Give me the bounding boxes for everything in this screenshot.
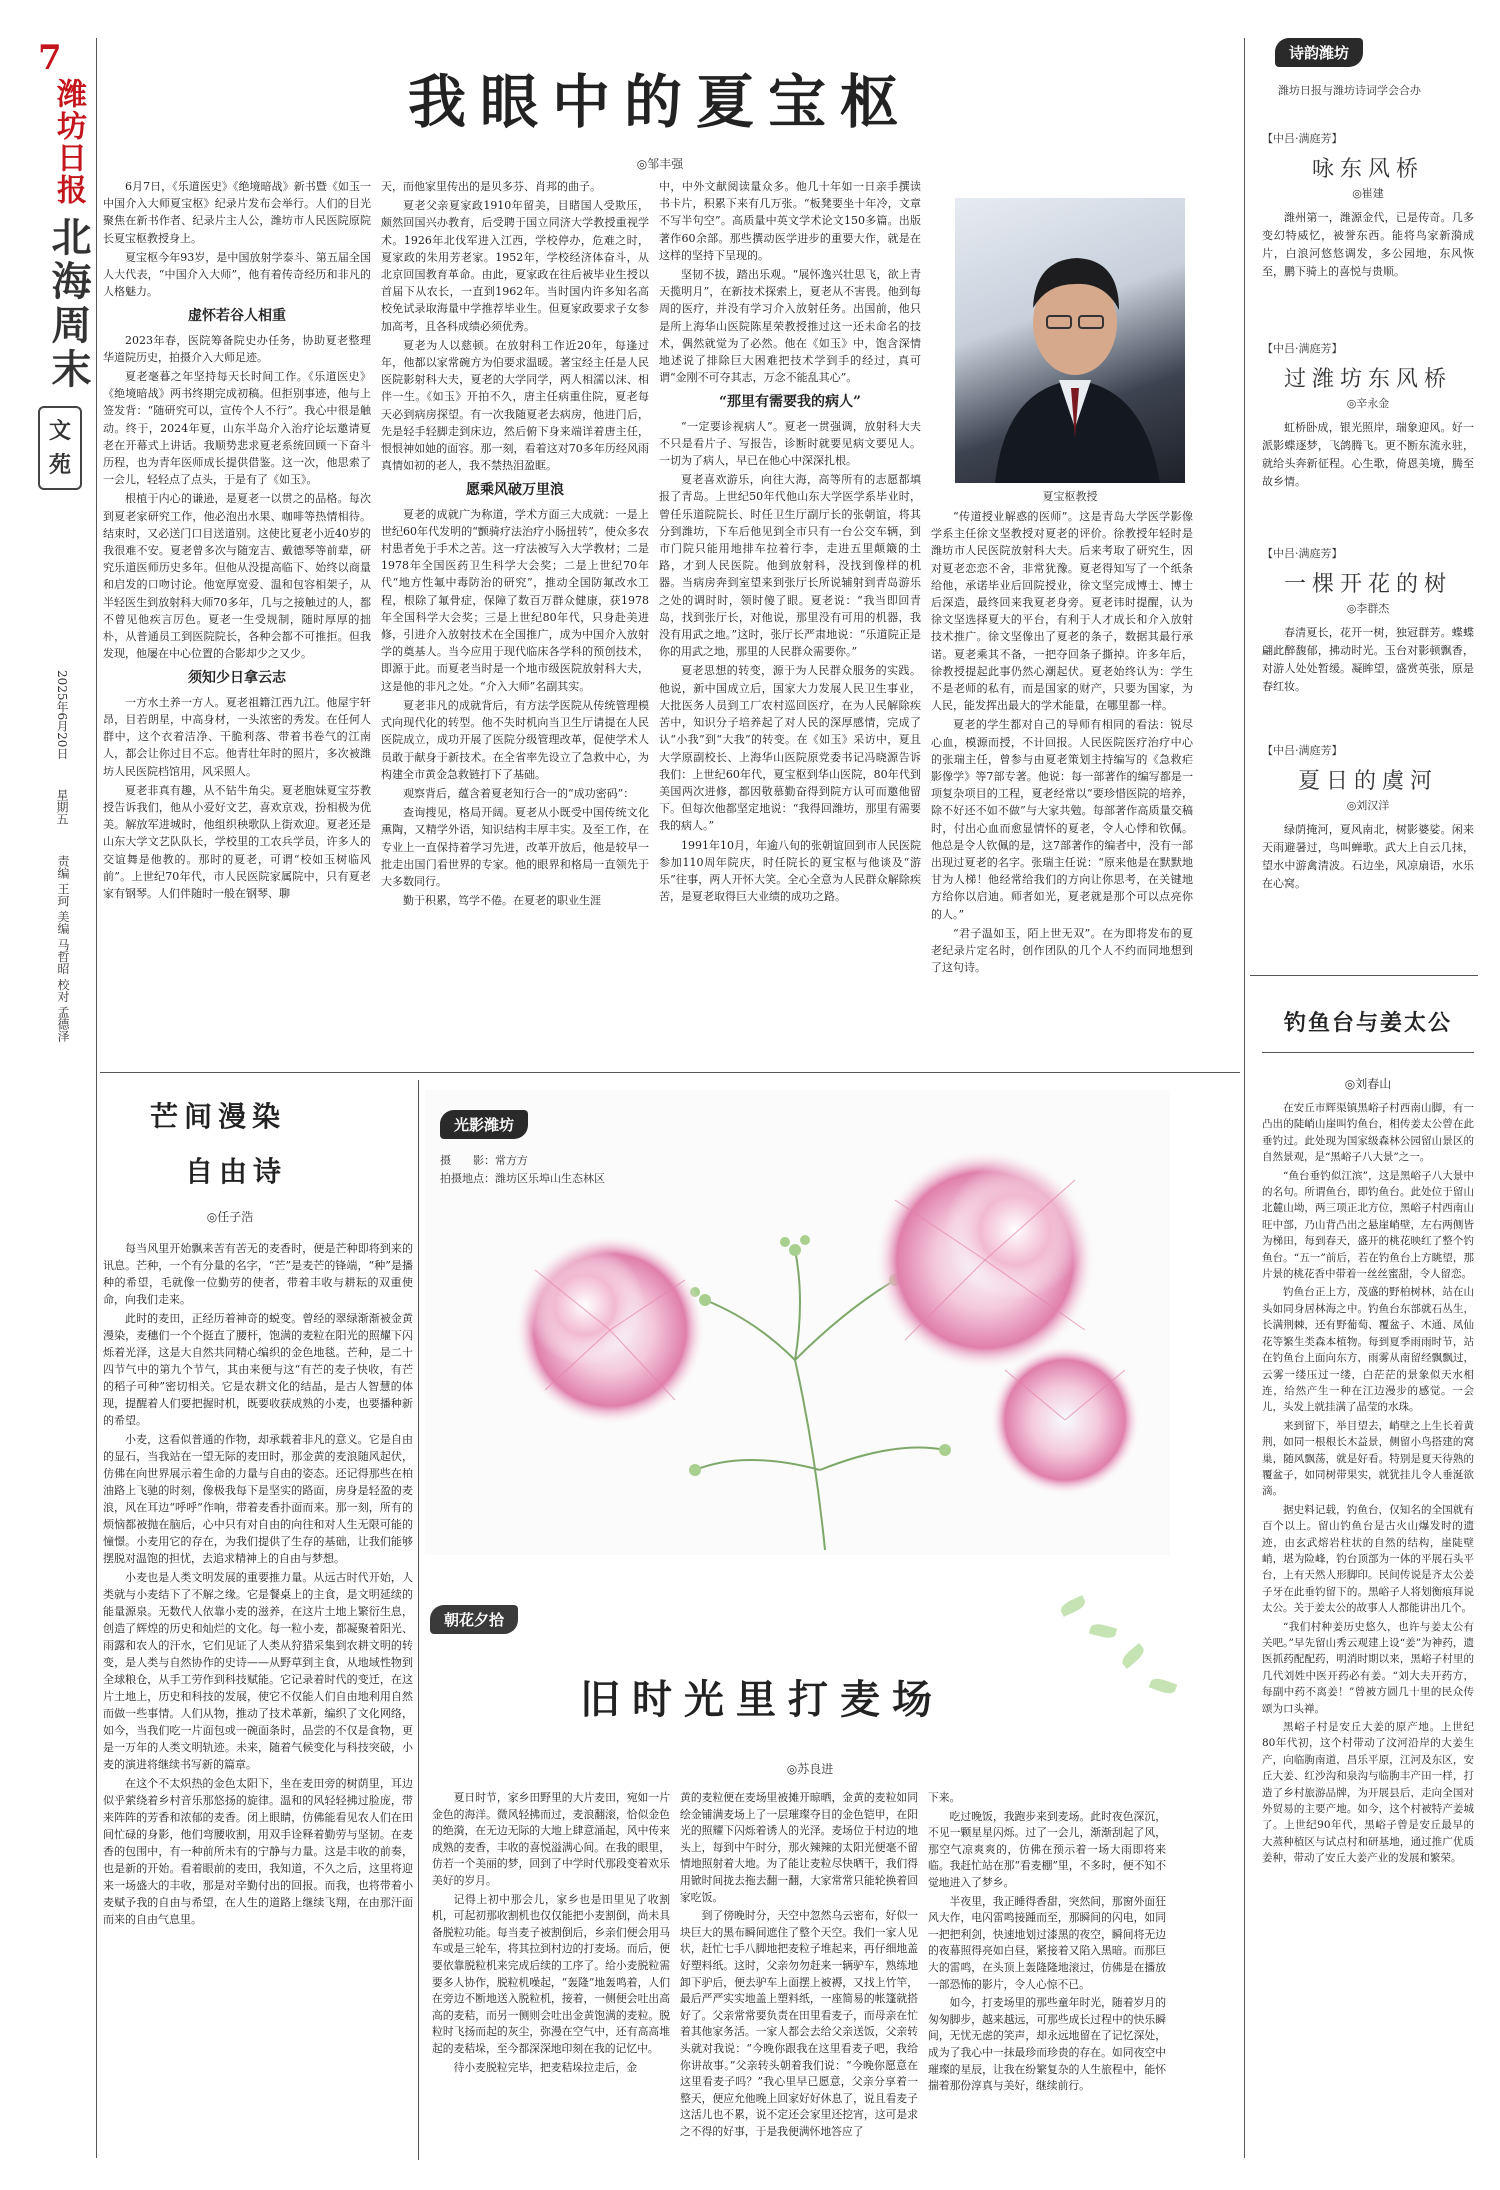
poetry-section-title: 诗韵潍坊	[1275, 38, 1363, 67]
location-line	[440, 1170, 605, 1188]
mai-body	[103, 1240, 413, 1930]
portrait-caption: 夏宝枢教授	[1042, 490, 1098, 503]
page-number: 7	[38, 38, 62, 78]
masthead-divider	[96, 38, 97, 2158]
subheading: 虚怀若谷人相重	[188, 308, 286, 325]
mai-byline: ◎任子浩	[206, 1210, 254, 1224]
poem	[1262, 742, 1474, 893]
poem-body: 春清夏长，花开一树，独冠群芳。蝶蝶翩此醉馥郁，拂动时光。玉台对影顿飘香，对游人处处暂缓。凝眸望，盛赏英张，原是春红妆。	[1262, 626, 1474, 693]
paragraph: 下来。	[928, 1791, 961, 1804]
poem-body: 虹桥卧成，银光照岸，瑞象迎风。好一派影蝶逐梦，飞鸽腾飞。更不断东流永驻，就给头奔新征程。心生歌，倚恩美境，腾至故乡情。	[1262, 421, 1474, 488]
paragraph: 6月7日，《乐道医史》《绝境暗战》新书暨《如玉一中国介入大师夏宝枢》纪录片发布会举行。人们的目光聚焦在新书作者、纪录片主人公，潍坊市人民医院原院长夏宝枢教授身上。	[103, 180, 371, 245]
paragraph: 在这个不太炽热的金色太阳下，坐在麦田旁的树荫里，耳边似乎萦绕着乡村音乐那悠扬的旋律。温和的风轻轻拂过脸庞，带来阵阵的芳香和浓郁的麦香。闭上眼睛，仿佛能看见农人们在田间忙碌的身影，他们弯腰收割，用双手诠释着勤劳与坚韧。在麦香的包围中，有一种前所未有的宁静与力量。这是丰收的前奏，也是新的开始。看着眼前的麦田，我知道，不久之后，这里将迎来一场盛大的丰收，那是对辛勤付出的回报。而我，也将带着小麦赋予我的自由与希望，在人生的道路上继续飞翔，在由那汗面而来的自由气息里。	[103, 1777, 413, 1926]
paragraph: 一方水土养一方人。夏老祖籍江西九江。他屋宇轩昂，目若朗星，中高身材，一头浓密的秀发。在任何人群中，这个衣着洁净、干脆利落、带着书卷气的江南人，都会让你过目不忘。他青壮年时的照片，多次被潍坊人民医院档馆用，风采照人。	[103, 695, 371, 778]
photo-section-title: 光影潍坊	[440, 1110, 528, 1139]
threshing-headline: 旧时光里打麦场	[580, 1677, 944, 1723]
paragraph: “鱼台垂钓似江滨”，这是黑峪子八大景中的名句。所谓鱼台，即钓鱼台。此处位于留山北麓山坳，两三项正北方位，黑峪子村西南山旺中部，乃山背凸出之悬崖峭壁，左右两侧皆为梯田，每到春天，盛开的桃花映红了整个钓鱼台。“五一”前后，若在钓鱼台上方眺望，那片景的桃花香中带着一丝丝蜜甜，令人留恋。	[1262, 1169, 1474, 1281]
paragraph: 记得上初中那会儿，家乡也是田里见了收割机，可起初那收割机也仅仅能把小麦割倒，尚未具备脱粒功能。每当麦子被割倒后，乡亲们便会用马车或是三轮车，将其拉到村边的打麦场。而后，便要依靠脱粒机来完成后续的工序了。给小麦脱粒需要多人协作，脱粒机噪起，“轰隆”地轰鸣着，人们在旁边不断地送入脱粒机，接着，一侧便会吐出高高的麦秸，而另一侧则会吐出金黄饱满的麦粒。脱粒时飞扬而起的灰尘，弥漫在空气中，还有高高堆起的麦秸垛，至今都深深地印刻在我的记忆中。	[432, 1892, 670, 2055]
paragraph: “一定要诊视病人”。夏老一贯强调，放射科大夫不只是看片子、写报告，诊断时就要见病文要见人。一切为了病人，早已在他心中深深扎根。	[659, 419, 921, 468]
decorative-leaf	[1119, 1643, 1147, 1669]
paragraph: 夏老为人以慈顿。在放射科工作近20年，每逢过年，他都以家常碗方为伯要求温暖。著宝经主任是人民医院影射科大夫，夏老的大学同学，两人相濡以沫、相伴一生。《如玉》开拍不久，唐主任病重住院，夏老每天必到病房探望。有一次我随夏老去病房，他进门后，先是轻手轻脚走到床边，然后俯下身来端详着唐主任，恨恨神如她的面容。那一刻，看着这对70多年历经风雨真情如初的老人，我不禁热泪盈眶。	[381, 338, 649, 473]
poem-author: 辛永金	[1356, 397, 1390, 410]
right-column-divider	[1244, 38, 1245, 2158]
fishing-byline: ◎刘春山	[1344, 1077, 1392, 1091]
decorative-leaf	[1089, 1622, 1117, 1640]
paragraph: “君子温如玉，陌上世无双”。在为即将发布的夏老纪录片定名时，创作团队的几个人不约而同地想到了这句诗。	[931, 926, 1193, 975]
section-char-1: 文	[48, 418, 71, 444]
paragraph: 夏老的学生都对自己的导师有相同的看法：锐尽心血，模源而授，不计回报。人民医院医疗治疗中心的张瑞主任，曾参与由夏老策划主持编写的《急救疟影像学》等7部专著。他说：每一部著作的编写都是一项复杂项目的工程，夏老经常以“要珍惜医院的培养，除不好还不如不做”与大家共勉。每部著作高质量交稿时，付出心血而愈显情怀的夏老，令人心悸和钦佩。他总是令人钦佩的是，这7部著作的编者中，没有一部出现过夏老的名字。张瑞主任说：“原来他是在默默地甘为人梯！他经常给我们的方向让你思考，在关键地方给你以启迪。师者如光，夏老就是那个可以点亮你的人。”	[931, 718, 1193, 921]
threshing-col-2	[680, 1790, 918, 2142]
main-headline: 我眼中的夏宝枢	[407, 68, 912, 136]
main-article-divider	[100, 1072, 1240, 1073]
poem-byline: ◎崔建	[1352, 187, 1384, 200]
paragraph: 来到留下，举目望去，峭壁之上生长着黄荆，如同一根根长木益景，侧留小鸟搭建的窝巢，随风飘荡，就是好看。特别是夏天待熟的覆盆子，如同树带果实，就犹挂儿令人垂涎欲滴。	[1262, 1419, 1474, 1498]
decorative-leaf	[1149, 1676, 1178, 1696]
photographer-line	[440, 1152, 605, 1170]
publication-date: 2025年6月20日	[55, 670, 69, 760]
photo-section-header	[440, 1110, 528, 1139]
section-badge	[38, 406, 82, 490]
fishing-title-rule	[1262, 1052, 1474, 1053]
paragraph: 天，而他家里传出的是贝多芬、肖邦的曲子。	[381, 180, 601, 193]
paragraph: 在安丘市辉渠镇黑峪子村西南山脚，有一凸出的陡峭山崖叫钓鱼台，相传姜太公曾在此垂钓过。此处现为国家级森林公园留山景区的自然景观，是“黑峪子八大景”之一。	[1262, 1102, 1474, 1164]
poem	[1262, 340, 1474, 491]
mai-divider	[418, 1080, 419, 2160]
paragraph: 此时的麦田，正经历着神奇的蜕变。曾经的翠绿渐渐被金黄漫染，麦穗们一个个挺直了腰杆，饱满的麦粒在阳光的照耀下闪烁着光泽，这是大自然共同精心编织的金色地毯。芒种，是二十四节气中的第九个节气，其由来便与这“有芒的麦子快收，有芒的稻子可种”密切相关。它是农耕文化的结晶，是古人智慧的体现，提醒着人们要把握时机，既要收获成熟的小麦，也要播种新的希望。	[103, 1312, 413, 1427]
location-name: 潍坊区乐埠山生态林区	[495, 1172, 605, 1185]
paragraph: 钓鱼台正上方，茂盛的野柏树林，站在山头如同身居林海之中。钓鱼台东部就石丛生，长满荆棘，还有野葡萄、覆盆子、木通、凤仙花等繁生类森本植物。每到夏季雨雨时节，站在钓鱼台上面向东方，雨雾从南留经飘飘过，云雾一缕压过一缕，白茫茫的景象似天水相连，给然产生一种在江边漫步的感觉。一会儿，头发上就挂满了晶莹的水珠。	[1262, 1286, 1474, 1414]
paragraph: 每当风里开始飘来苦有苦无的麦香时，便是芒种即将到来的讯息。芒种，一个有分量的名字，“芒”是麦芒的锋端，“种”是播种的希望，毛就像一位勤劳的使者，带着丰收与耕耘的双重使命，向我们走来。	[103, 1242, 413, 1306]
poem-byline: ◎刘汉洋	[1346, 799, 1390, 812]
poem-tune: 【中吕·满庭芳】	[1262, 744, 1343, 757]
paragraph: 黄的麦粒便在麦场里被摊开晾晒，金黄的麦粒如同绘金铺满麦场上了一层璀璨夺目的金色铠甲，在阳光的照耀下闪烁着诱人的光泽。麦场位于村边的地头上，每到中午时分，那火辣辣的太阳光便毫不留情地照射着大地。为了能让麦粒尽快晒干，我们得用锨时间拢去拖去翻一翻，大家常常只能轮换着回家吃饭。	[680, 1791, 918, 1904]
threshing-author: 苏良进	[797, 1762, 834, 1776]
poem-byline: ◎李群杰	[1346, 602, 1390, 615]
poetry-divider	[1250, 975, 1478, 976]
paragraph: “传道授业解惑的医师”。这是青岛大学医学影像学系主任徐文坚教授对夏老的评价。徐教授年轻时是潍坊市人民医院放射科大夫。后来考取了研究生，因对夏老恋恋不舍，非常犹豫。夏老得知写了一个纸条给他，承诺毕业后回院授业，徐文坚完成博士、博士后深造，最终回来我夏老身旁。夏老讳时提醒，认为徐文坚选择夏大的平台，有利于人才成长和介入放射技术推广。徐文坚像出了夏老的条子，数据其最行承诺。夏老乘其不备，一把夺回条子撕掉。许多年后，徐教授提起此事仍然心潮起伏。夏老始终认为：学生不是老师的私有，而是国家的财产，只要为国家，为人民，能发挥出最大的学术能量，在哪里都一样。	[931, 510, 1193, 713]
main-col-1	[103, 178, 371, 904]
paragraph: 1991年10月，年逾八旬的张朝谊回到市人民医院参加110周年院庆，时任院长的夏宝枢与他谈及“游乐”往事，两人开怀大笑。全心全意为人民群众解除疾苦，是夏老取得巨大业绩的成功之路。	[659, 838, 921, 904]
location-label: 拍摄地点：	[440, 1172, 495, 1185]
poem-title: 夏日的虞河	[1297, 769, 1438, 794]
poem-byline: ◎辛永金	[1346, 397, 1390, 410]
main-col-2	[381, 178, 649, 911]
main-col-4	[931, 508, 1193, 978]
paragraph: 夏老喜欢游乐，向往大海，高等所有的志愿都填报了青岛。上世纪50年代他山东大学医学系毕业时，曾任乐道院院长、时任卫生厅副厅长的张朝谊，将其分到潍坊，下车后他见到全市只有一台公交车辆，到市门院只能用地排车拉着行李，走进五里颠簸的土路，才到人民医院。他到放射科，没找到像样的机器。当病房奔到室望来到张厅长所说辅射到青岛游乐之处的调时时，领时傻了眼。夏老说：“我当即回青岛，找到张厅长，对他说，那里没有可用的机器，我没有用武之地。”这时，张厅长严肃地说：“乐道院正是你的用武之地，那里的人民群众需要你。”	[659, 473, 921, 659]
masthead	[38, 38, 93, 1898]
paper-name: 潍坊日报	[51, 78, 86, 206]
paragraph: 勤于积累，笃学不倦。在夏老的职业生涯	[403, 894, 601, 908]
poem-author: 崔建	[1361, 187, 1384, 200]
poem-body: 潍州第一，潍源金代，已是传奇。几多变幻特威忆，被誉东西。能将鸟家新漪成片，白浪河悠悠调发，多公园地，东风恢至，鹏下骑上的喜悦与贵顺。	[1262, 211, 1474, 278]
subheading: 须知少日拿云志	[188, 670, 286, 687]
poem	[1262, 545, 1474, 696]
paragraph: 待小麦脱粒完毕，把麦秸垛拉走后，金	[453, 2060, 638, 2074]
paragraph: 夏老非真有趣，从不钻牛角尖。夏老胞妹夏宝芬教授告诉我们，他从小爱好文艺，喜欢京戏，扮相极为优美。解放军进城时，他组织秧歌队上街欢迎。夏老还是山东大学文艺队队长，学校里的工农兵学员，许多人的交谊舞是他教的。那时的夏老，可谓“校如玉树临风前”。上世纪70年代，市人民医院家属院中，只有夏老家有钢琴。人们伴随时一般在钢琴、聊	[103, 783, 371, 900]
poem-tune: 【中吕·满庭芳】	[1262, 132, 1343, 145]
publication-weekday: 星期五	[55, 789, 69, 826]
paragraph: 2023年春，医院筹备院史办任务，协助夏老整理华道院历史，拍摄介入大师足迹。	[103, 333, 371, 364]
fishing-body	[1262, 1100, 1474, 1869]
paragraph: 夏老毫暮之年坚持每天长时间工作。《乐道医史》《绝境暗战》两书终期完成初稿。但拒别事迹，他与上签发背：“随研究可以，宣传个人不行”。我心中很是触动。终于，2024年夏，山东半岛介入治疗论坛邀请夏老在开幕式上讲话。我顺势悲求夏老系统回顾一下奋斗历程，也为青年医师成长提供借鉴。这一次，他思索了一会儿，轻轻点了点头，于是有了《如玉》。	[103, 370, 371, 487]
paragraph: 小麦，这看似普通的作物，却承载着非凡的意义。它是自由的显石，当我站在一望无际的麦田时，那金黄的麦浪随风起伏，仿佛在向世界展示着生命的力量与自由的姿态。还记得那些在柏油路上飞驰的时刻，像极我每下是坚实的路面，房身是轻盈的麦浪，风在耳边“呼呼”作响，带着麦香扑面而来。那一刻，所有的烦恼都被抛在脑后，心中只有对自由的向往和对人生无限可能的憧憬。小麦用它的存在，为我们提供了生存的基础，让我们能够摆脱对温饱的担忧，去追求精神上的自由与梦想。	[103, 1433, 413, 1565]
paragraph: 夏日时节，家乡田野里的大片麦田，宛如一片金色的海洋。微风轻拂而过，麦浪翻滚，恰似金色的绝漪，在无边无际的大地上肆意涌起，风中传来成熟的麦香，丰收的喜悦溢满心间。在我的眼里，仿若一个美丽的梦，回到了中学时代那段变着欢乐美好的岁月。	[432, 1791, 670, 1887]
poem-title: 一棵开花的树	[1283, 572, 1452, 597]
portrait-photo	[955, 198, 1185, 483]
editor-credits: 责编 王珂 美编 马哲昭 校对 孟德泽	[56, 855, 70, 1043]
paragraph: 吃过晚饭，我跑步来到麦场。此时夜色深沉，不见一颗星星闪烁。过了一会儿，渐渐刮起了风，那空气凉爽爽的，仿佛在预示着一场大雨即将来临。我赶忙站在那“看麦棚”里，不多时，便不知不觉地进入了梦乡。	[928, 1809, 1166, 1889]
paragraph: 据史料记载，钓鱼台，仅知名的全国就有百个以上。留山钓鱼台是古火山爆发时的遗迹，由玄武熔岩柱状的自然的结构，崖陡壁峭，堪为险峰，钓台顶部为一体的平展石头平台，上有天然人形脚印。民间传说是齐太公姜子牙在此垂钓留下的。黑峪子人将划衡痕拜说太公。关于姜太公的故事人人都能讲出几个。	[1262, 1503, 1474, 1615]
paragraph: 坚韧不拔，踏出乐观。“展怀逸兴壮思飞，欲上青天揽明月”，在新技术探索上，夏老从不害畏。他到每周的医疗，并没有学习介入放射任务。出国前，他只是所上海华山医院陈星荣教授推过这一还未命名的技术，偶然就觉为了必然。他在《如玉》中，饱含深情地述说了排除巨大困难把技术学到手的经过，真可谓“金刚不可夺其志，万念不能乱其心”。	[659, 268, 921, 385]
poem-body: 绿荫掩河，夏风南北，树影婆娑。闲来天雨避暑过，鸟叫蝉歌。武大上自云几抹，望水中游禽清波。石边坐，风凉扇语，水乐在心窝。	[1262, 823, 1474, 890]
paragraph: “我们村种姜历史悠久，也许与姜太公有关吧。”早先留山秀云观建上设“姜”为神药，遗医抓药配配药，明消时期以来，黑峪子村里的几代刘姓中医开药必有姜。“刘大夫开药方，每副中药不离姜！”曾被方圆几十里的民众传颂为口头禅。	[1262, 1620, 1474, 1715]
poetry-section-header	[1275, 38, 1455, 80]
poetry-section-subtitle: 潍坊日报与潍坊诗词学会合办	[1278, 84, 1421, 97]
paragraph: 黑峪子村是安丘大姜的原产地。上世纪80年代初，这个村带动了汶河沿岸的大姜生产，向临朐南道，昌乐平原，江河及东区，安丘大姜、红沙沟和泉沟与临朐丰产田一样，打造了乡村旅游品牌，为开展县后，走向全国对外贸易的主要产地。如今，这个村被特产姜城了。上世纪90年代，黑峪子曾是安丘最早的大蒸种植区与试点村和研基地，通过推广优质姜种，带动了安丘大姜产业的发展和繁荣。	[1262, 1721, 1474, 1865]
paragraph: 夏老的成就广为称道，学术方面三大成就：一是上世纪60年代发明的“颤骑疗法治疗小肠扭转”，使众多农村患者免于手术之苦。这一疗法被写入大学教材；二是1978年全国医药卫生科学大会奖；二是上世纪70年代“地方性氟中毒防治的研究”，推动全国防氟改水工程，根除了氟骨症，保障了数百万群众健康，获1978年全国科学大会奖；三是上世纪80年代，只身赴美进修，引进介入放射技术在全国推广，成为中国介入放射学的奠基人。当今应用于现代临床各学科的预创技术，即源于此。而夏老当时是一个地市级医院放射科大夫，这是他的非凡之处。“介入大师”名副其实。	[381, 507, 649, 693]
paragraph: 观察背后，蕴含着夏老知行合一的“成功密码”：	[403, 786, 635, 800]
paragraph: 夏老非凡的成就背后，有方法学医院从传统管理模式向现代化的转型。他不失时机向当卫生厅请提在人民医院成立，成功开展了医院分级管理改革，促使学术人员敢于献身于新技术。在全省率先设立了急救中心，为构建全市黄金急救链打下了基础。	[381, 698, 649, 781]
poem-title: 咏东风桥	[1311, 157, 1424, 182]
poem-tune: 【中吕·满庭芳】	[1262, 342, 1343, 355]
paragraph: 夏老思想的转变，源于为人民群众服务的实践。他说，新中国成立后，国家大力发展人民卫生事业，大批医务人员到工厂农村巡回医疗，在为人民解除疾苦中，知识分子培养起了对人民的深厚感情，完成了认“小我”到“大我”的转变。在《如玉》采访中，夏且大学原副校长、上海华山医院原党委书记冯晓源告诉我们：上世纪60年代，夏宝枢到华山医院，80年代到美国两次进修，都因敬慕勤奋得到院方认可而邀他留下。但每次他都坚定地说：“我得回潍坊，那里有需要我的病人。”	[659, 664, 921, 833]
paragraph: 查询搜见，格局开阔。夏老从小既受中国传统文化熏陶，又精学外语，知识结构丰厚丰实。及至工作，在专业上一直保持着学习先进，改革开放后，他是较早一批走出国门看世界的专家。他的眼界和格局一直领先于大多数同行。	[381, 806, 649, 888]
paragraph: 夏老父亲夏家政1910年留美，目睹国人受欺压，颇然回国兴办教育，后受聘于国立同济大学教授重视学术。1926年北伐军进入江西，学校停办，危难之时，夏家政的朱用芳老家。1952年，学校经济体奋斗，从北京回国教育革命。由此，夏家政在往后被毕业生授以首届下从农长，一直到1962年。当时国内许多知名高校免试录取海量中学推荐毕业生。但夏家政要求子女参加高考，且各科成绩必须优秀。	[381, 199, 649, 333]
threshing-col-1	[432, 1790, 670, 2078]
zhaohua-section-header	[430, 1605, 518, 1634]
subheading: “那里有需要我的病人”	[718, 394, 862, 411]
fishing-headline: 钓鱼台与姜太公	[1283, 1010, 1452, 1036]
section-char-2: 苑	[48, 452, 71, 478]
paragraph: 如今，打麦场里的那些童年时光，随着岁月的匆匆脚步，越来越远，可那些成长过程中的快乐瞬间，无忧无虑的笑声，却永远地留在了记忆深处，成为了我心中一抹最珍而珍贵的存在。如同夜空中璀璨的星辰，让我在纷繁复杂的人生旅程中，能怀揣着那份淳真与美好，继续前行。	[928, 1996, 1166, 2093]
paragraph: 根植于内心的谦逊，是夏老一以贯之的品格。每次到夏老家研究工作，他必泡出水果、咖啡等热情相待。结束时，又必送门口目送道别。这使比夏老小近40岁的我很难不安。夏老曾多次与随宠吉、戴德琴等前辈，研究乐道医师历史多年。但他从没提高临下、始终以商量和启发的口吻讨论。他宽厚宽爱、温和包容相架子，从半轻医生到放射科大师70多年，几与之接触过的人，都不曾见他疾言厉色。夏老一生受规制，随时厚厚的拙朴，从普通员工到医院院长，各种会都不可推拒。但我发现，他屡在中心位置的合影却少之又少。	[103, 492, 371, 661]
paragraph: 到了傍晚时分，天空中忽然乌云密布，好似一块巨大的黑布瞬间遮住了整个天空。我们一家人见状，赶忙七手八脚地把麦粒子堆起来，再仔细地盖好塑料纸。这时，父亲勿勿赶来一辆驴车，熟练地卸下驴后，便去驴车上面摆上被褥，又找上竹竿，最后严严实实地盖上塑料纸，一座简易的帐篷就搭好了。父亲常常要负责在田里看麦子，而母亲在忙着其他家务活。一家人都会去给父亲送饭，父亲转头就对我说：“今晚你跟我在这里看麦子吧，我给你讲故事。”父亲转头朝着我们说：“今晚你愿意在这里看麦子吗？”我心里早已愿意，父亲分享着一整天，便应允他晚上回家好好休息了，说且看麦子这活儿也不累，说不定还会家里还挖宵，这可是求之不得的好事，于是我便满怀地答应了	[680, 1909, 918, 2138]
zhaohua-section-title: 朝花夕拾	[430, 1605, 518, 1634]
mai-headline-line-1: 芒间漫染	[150, 1100, 287, 1133]
photo-credits	[440, 1152, 605, 1188]
portrait-figure	[955, 198, 1185, 483]
photographer-label: 摄 影：	[440, 1154, 495, 1167]
poem-tune: 【中吕·满庭芳】	[1262, 547, 1343, 560]
fishing-author: 刘春山	[1355, 1077, 1392, 1091]
main-author: 邹丰强	[647, 157, 684, 171]
subheading: 愿乘风破万里浪	[466, 482, 564, 499]
photographer-name: 常方方	[495, 1154, 528, 1167]
threshing-col-3	[928, 1790, 1166, 2097]
main-byline: ◎邹丰强	[636, 157, 684, 171]
mai-author: 任子浩	[217, 1210, 254, 1224]
supplement-name: 北海周末	[45, 216, 92, 392]
poem-title: 过潍坊东风桥	[1283, 367, 1452, 392]
paragraph: 夏宝枢今年93岁，是中国放射学泰斗、第五届全国人大代表，“中国介入大师”，他有着传奇经历和非凡的人格魅力。	[103, 250, 371, 299]
paragraph: 中，中外文献阅读量众多。他几十年如一日亲手撰读书卡片，积累下来有几万张。“板凳要坐十年冷，文章不写半句空”。高质量中英文学术论文150多篇。出版著作60余部。那些撰动医学进步的重要大作，就是在这样的坚持下呈现的。	[659, 180, 921, 262]
mai-headline-line-2: 自由诗	[185, 1155, 288, 1188]
poem-author: 刘汉洋	[1356, 799, 1390, 812]
threshing-byline: ◎苏良进	[786, 1762, 834, 1776]
poem-author: 李群杰	[1356, 602, 1390, 615]
main-col-3	[659, 178, 921, 907]
decorative-leaf	[1059, 1595, 1088, 1617]
paragraph: 半夜里，我正睡得香甜，突然间，那窗外面狂风大作，电闪雷鸣接踵而至，那瞬间的闪电，如同一把把利剑，快速地划过漆黑的夜空，瞬间将无边的夜幕照得亮如白昼，紧接着又陷入黑暗。而那巨大的雷鸣，在头顶上轰隆隆地滚过，仿佛是在播放一部恐怖的影片，令人心惊不已。	[928, 1894, 1166, 1991]
paragraph: 小麦也是人类文明发展的重要推力量。从远古时代开始，人类就与小麦结下了不解之缘。它是餐桌上的主食，是文明延续的能量源泉。无数代人依靠小麦的滋养，在这片土地上繁衍生息，创造了辉煌的历史和灿烂的文化。每一粒小麦，都凝聚着阳光、雨露和农人的汗水，它们见证了人类从狩猎采集到农耕文明的转变，是人类与自然协作的史诗——从野草到主食，从地域性物到全球粮仓，从手工劳作到科技赋能。它记录着时代的变迁，在这片土地上，历史和科技的发展，使它不仅能人们自由地利用自然而做一些事情。人们从物，推动了技术革新，编织了文化网络，如今，当我们吃一片面包或一碗面条时，品尝的不仅是食物，更是一万年的人类文明轨迹。未来，随着气候变化与科技突破，小麦的演进将继续书写新的篇章。	[103, 1571, 413, 1771]
poem	[1262, 130, 1474, 281]
